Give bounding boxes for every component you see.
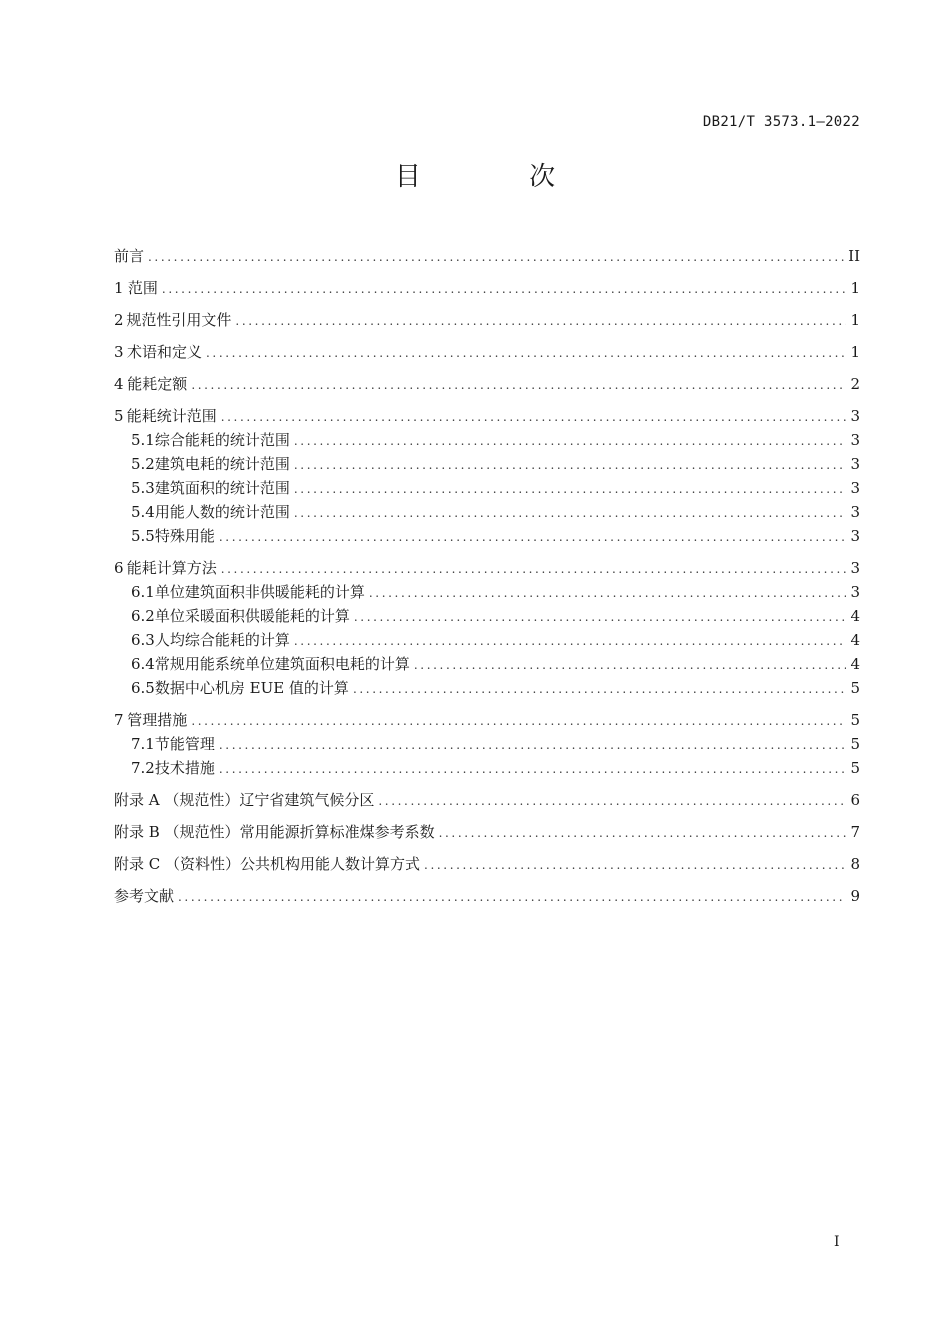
appendix-prefix: 附录 A （规范性） xyxy=(114,791,240,809)
toc-label: 特殊用能 xyxy=(154,527,215,545)
toc-page: 3 xyxy=(850,407,860,425)
toc-page: 3 xyxy=(850,479,860,497)
toc-number: 2 xyxy=(114,311,124,329)
toc-page: 3 xyxy=(850,583,860,601)
appendix-prefix: 附录 C （资料性） xyxy=(114,855,241,873)
toc-page: 1 xyxy=(850,279,860,297)
toc-entry-6-2[interactable] xyxy=(114,604,860,628)
toc-label: 技术措施 xyxy=(154,759,215,777)
toc-number: 7.1 xyxy=(131,735,155,753)
toc-number: 6.2 xyxy=(131,607,155,625)
leader-dots xyxy=(294,477,847,501)
toc-number: 5.5 xyxy=(131,527,155,545)
leader-dots xyxy=(378,789,846,813)
toc-page: II xyxy=(848,247,860,265)
leader-dots xyxy=(294,429,847,453)
toc-number: 3 xyxy=(114,343,124,361)
toc-label: 单位建筑面积非供暖能耗的计算 xyxy=(154,583,365,601)
toc-entry-3[interactable] xyxy=(114,340,860,364)
toc-entry-6-1[interactable] xyxy=(114,580,860,604)
toc-entry-7-2[interactable] xyxy=(114,756,860,780)
toc-label: 术语和定义 xyxy=(127,343,203,361)
toc-entry-6[interactable] xyxy=(114,556,860,580)
toc-page: 5 xyxy=(850,759,860,777)
toc-page: 5 xyxy=(850,711,860,729)
leader-dots xyxy=(235,309,846,333)
leader-dots xyxy=(191,373,846,397)
leader-dots xyxy=(369,581,847,605)
toc-page: 8 xyxy=(850,855,860,873)
toc-entry-appendix-b[interactable] xyxy=(114,820,860,844)
toc-page: 3 xyxy=(850,503,860,521)
toc-label: 人均综合能耗的计算 xyxy=(154,631,290,649)
toc-number: 5 xyxy=(114,407,124,425)
toc-entry-5-4[interactable] xyxy=(114,500,860,524)
leader-dots xyxy=(191,709,846,733)
page-title: 目 次 xyxy=(394,162,606,192)
page-number: I xyxy=(834,1234,840,1250)
table-of-contents xyxy=(114,244,860,908)
leader-dots xyxy=(178,885,846,909)
leader-dots xyxy=(219,525,847,549)
toc-label: 用能人数的统计范围 xyxy=(154,503,290,521)
toc-entry-6-3[interactable] xyxy=(114,628,860,652)
toc-page: 3 xyxy=(850,455,860,473)
leader-dots xyxy=(414,653,847,677)
toc-page: 4 xyxy=(850,607,860,625)
toc-label: 能耗定额 xyxy=(127,375,188,393)
toc-page: 3 xyxy=(850,527,860,545)
toc-label: 综合能耗的统计范围 xyxy=(154,431,290,449)
toc-entry-6-4[interactable] xyxy=(114,652,860,676)
toc-entry-4[interactable] xyxy=(114,372,860,396)
toc-number: 6.1 xyxy=(131,583,155,601)
toc-label: 常规用能系统单位建筑面积电耗的计算 xyxy=(154,655,410,673)
leader-dots xyxy=(353,677,847,701)
leader-dots xyxy=(219,757,847,781)
toc-page: 1 xyxy=(850,311,860,329)
toc-page: 4 xyxy=(850,631,860,649)
toc-label: 建筑面积的统计范围 xyxy=(154,479,290,497)
toc-entry-foreword[interactable] xyxy=(114,244,860,268)
toc-entry-5[interactable] xyxy=(114,404,860,428)
toc-number: 5.2 xyxy=(131,455,155,473)
toc-number: 5.4 xyxy=(131,503,155,521)
toc-label: 规范性引用文件 xyxy=(126,311,232,329)
leader-dots xyxy=(294,501,847,525)
toc-label: 前言 xyxy=(114,247,145,265)
leader-dots xyxy=(354,605,847,629)
toc-page: 3 xyxy=(850,559,860,577)
toc-page: 3 xyxy=(850,431,860,449)
toc-number: 5.3 xyxy=(131,479,155,497)
toc-entry-2[interactable] xyxy=(114,308,860,332)
toc-page: 9 xyxy=(850,887,860,905)
toc-page: 2 xyxy=(850,375,860,393)
toc-entry-1[interactable] xyxy=(114,276,860,300)
toc-page: 1 xyxy=(850,343,860,361)
toc-entry-7[interactable] xyxy=(114,708,860,732)
leader-dots xyxy=(294,453,847,477)
toc-number: 4 xyxy=(114,375,124,393)
toc-label: 建筑电耗的统计范围 xyxy=(154,455,290,473)
toc-entry-5-3[interactable] xyxy=(114,476,860,500)
toc-label: 范围 xyxy=(127,279,158,297)
leader-dots xyxy=(221,405,847,429)
leader-dots xyxy=(221,557,847,581)
toc-label: 常用能源折算标准煤参考系数 xyxy=(239,823,435,841)
toc-label: 参考文献 xyxy=(114,887,175,905)
toc-page: 4 xyxy=(850,655,860,673)
leader-dots xyxy=(162,277,847,301)
toc-label: 节能管理 xyxy=(154,735,215,753)
leader-dots xyxy=(294,629,847,653)
toc-label: 辽宁省建筑气候分区 xyxy=(239,791,375,809)
toc-page: 5 xyxy=(850,735,860,753)
toc-entry-5-5[interactable] xyxy=(114,524,860,548)
toc-entry-references[interactable] xyxy=(114,884,860,908)
toc-number: 6.5 xyxy=(131,679,155,697)
appendix-prefix: 附录 B （规范性） xyxy=(114,823,240,841)
toc-number: 6 xyxy=(114,559,124,577)
toc-number: 6.3 xyxy=(131,631,155,649)
toc-entry-7-1[interactable] xyxy=(114,732,860,756)
leader-dots xyxy=(206,341,846,365)
leader-dots xyxy=(219,733,847,757)
toc-entry-6-5[interactable] xyxy=(114,676,860,700)
toc-page: 5 xyxy=(850,679,860,697)
leader-dots xyxy=(148,245,844,269)
toc-label: 能耗统计范围 xyxy=(126,407,217,425)
toc-page: 7 xyxy=(850,823,860,841)
toc-number: 1 xyxy=(114,279,124,297)
toc-entry-5-2[interactable] xyxy=(114,452,860,476)
toc-page: 6 xyxy=(850,791,860,809)
toc-entry-5-1[interactable] xyxy=(114,428,860,452)
toc-entry-appendix-a[interactable] xyxy=(114,788,860,812)
toc-label: 数据中心机房 EUE 值的计算 xyxy=(154,679,349,697)
toc-label: 能耗计算方法 xyxy=(126,559,217,577)
toc-label: 单位采暖面积供暖能耗的计算 xyxy=(154,607,350,625)
toc-label: 公共机构用能人数计算方式 xyxy=(240,855,421,873)
toc-number: 6.4 xyxy=(131,655,155,673)
toc-entry-appendix-c[interactable] xyxy=(114,852,860,876)
standard-code: DB21/T 3573.1—2022 xyxy=(702,114,860,130)
leader-dots xyxy=(424,853,846,877)
toc-number: 7 xyxy=(114,711,124,729)
toc-number: 7.2 xyxy=(131,759,155,777)
leader-dots xyxy=(439,821,847,845)
toc-number: 5.1 xyxy=(131,431,155,449)
toc-label: 管理措施 xyxy=(127,711,188,729)
